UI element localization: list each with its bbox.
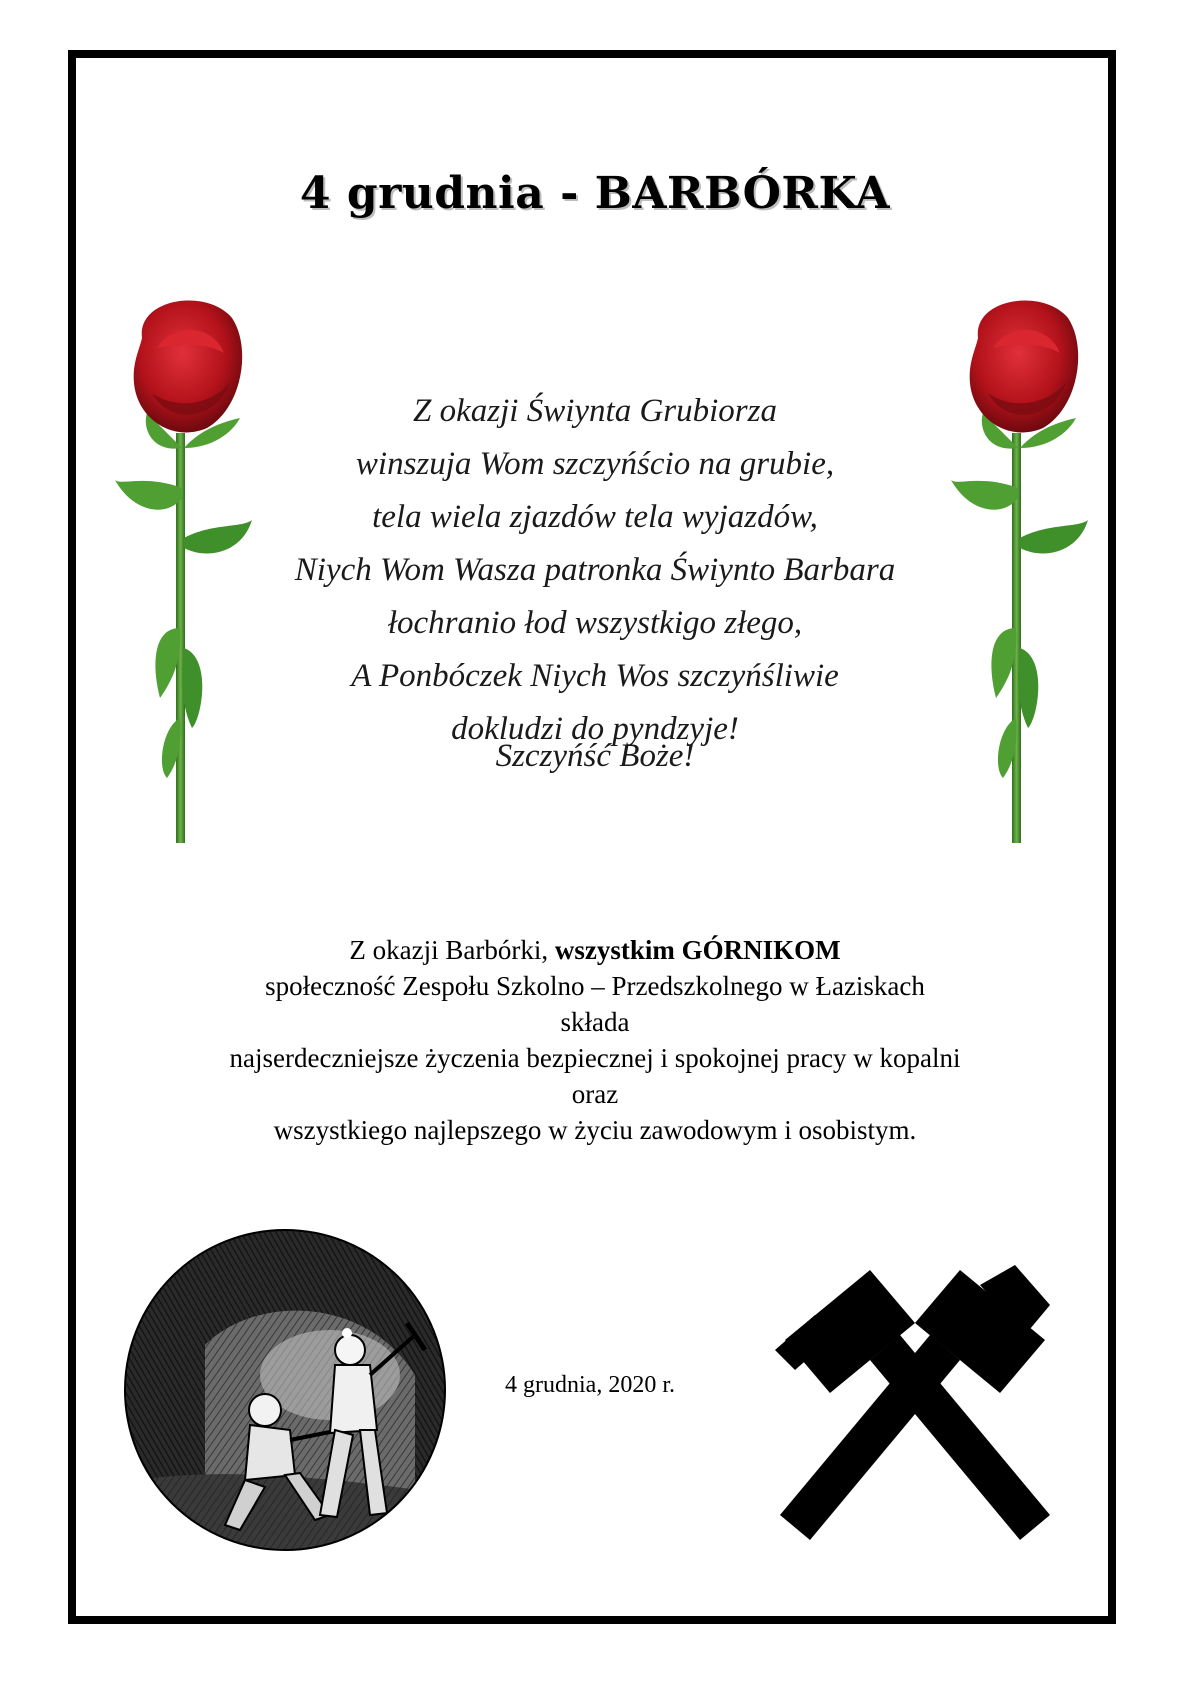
wishes-block <box>0 932 1190 1148</box>
wishes-line-2: społeczność Zespołu Szkolno – Przedszkolnego w Łaziskach <box>265 971 925 1001</box>
poem <box>0 385 1190 756</box>
wishes-line-5: oraz <box>571 1079 619 1109</box>
wishes-line-6: wszystkiego najlepszego w życiu zawodowym i osobistym. <box>273 1115 917 1145</box>
poem-line: łochranio łod wszystkigo złego, <box>387 605 803 641</box>
crossed-hammers-icon <box>775 1265 1055 1555</box>
date-text: 4 grudnia, 2020 r. <box>505 1372 675 1398</box>
poem-line: Niych Wom Wasza patronka Świynto Barbara <box>294 552 896 588</box>
miners-engraving-icon <box>115 1225 455 1565</box>
poem-closing: Szczyńść Boże! <box>495 738 695 774</box>
wishes-line-1-bold: wszystkim GÓRNIKOM <box>554 935 841 965</box>
poem-line: winszuja Wom szczyńścio na grubie, <box>355 446 835 482</box>
poem-line: Z okazji Świynta Grubiorza <box>413 393 777 429</box>
wishes-line-4: najserdeczniejsze życzenia bezpiecznej i spokojnej pracy w kopalni <box>229 1043 961 1073</box>
wishes-line-1-prefix: Z okazji Barbórki, <box>349 935 555 965</box>
page-title: 4 grudnia - BARBÓRKA <box>299 168 891 219</box>
wishes-line-3: składa <box>560 1007 630 1037</box>
wishes-line-1 <box>0 932 1190 968</box>
poem-line: A Ponbóczek Niych Wos szczyńśliwie <box>351 658 839 694</box>
poem-line: tela wiela zjazdów tela wyjazdów, <box>372 499 818 535</box>
poem-line: dokludzi do pyndzyje! <box>451 711 739 747</box>
